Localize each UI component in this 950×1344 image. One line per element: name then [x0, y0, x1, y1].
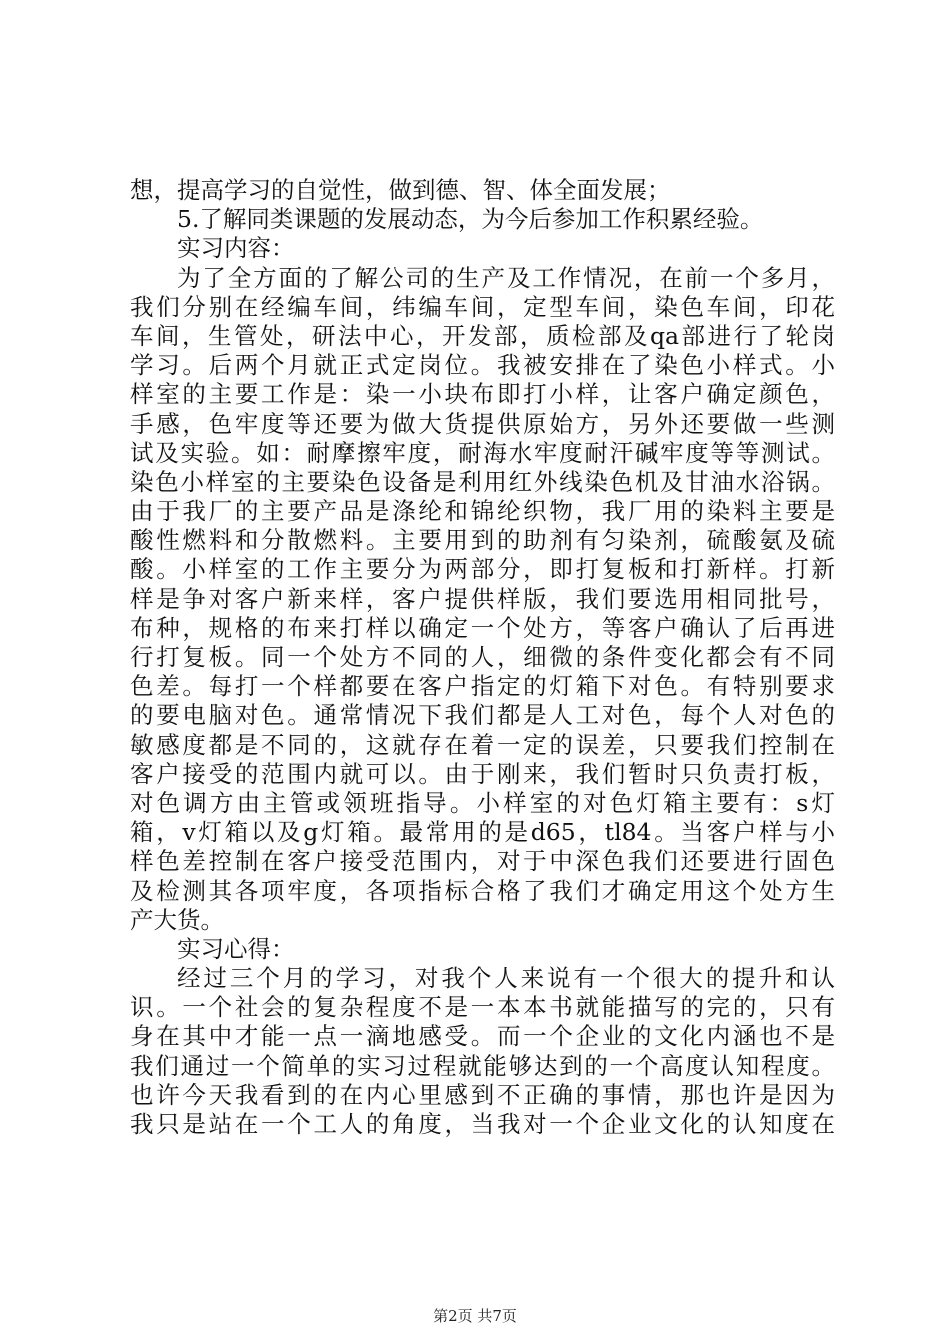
text-line: 识。一个社会的复杂程度不是一本本书就能描写的完的，只有	[130, 993, 835, 1022]
text-line: 实习心得：	[177, 934, 295, 963]
text-line: 我只是站在一个工人的角度，当我对一个企业文化的认知度在	[130, 1110, 835, 1138]
body-text	[130, 176, 835, 1139]
text-line: 我们通过一个简单的实习过程就能够达到的一个高度认知程度。	[130, 1051, 835, 1080]
text-line: 行打复板。同一个处方不同的人，细微的条件变化都会有不同	[130, 643, 835, 671]
text-line: 想，提高学习的自觉性，做到德、智、体全面发展；	[130, 176, 671, 204]
text-line: 染色小样室的主要染色设备是利用红外线染色机及甘油水浴锅。	[130, 467, 835, 496]
text-line: 客户接受的范围内就可以。由于刚来，我们暂时只负责打板，	[130, 759, 835, 788]
text-line: 实习内容：	[177, 234, 295, 263]
text-line: 手感，色牢度等还要为做大货提供原始方，另外还要做一些测	[130, 409, 835, 438]
text-line: 的要电脑对色。通常情况下我们都是人工对色，每个人对色的	[130, 701, 835, 730]
text-line: 学习。后两个月就正式定岗位。我被安排在了染色小样式。小	[130, 351, 835, 380]
text-line: 我们分别在经编车间，纬编车间，定型车间，染色车间，印花	[130, 292, 835, 321]
text-line: 对色调方由主管或领班指导。小样室的对色灯箱主要有：s灯	[130, 788, 835, 817]
text-line: 为了全方面的了解公司的生产及工作情况，在前一个多月，	[177, 263, 835, 292]
text-line: 样室的主要工作是：染一小块布即打小样，让客户确定颜色，	[130, 380, 835, 409]
text-line: 样色差控制在客户接受范围内，对于中深色我们还要进行固色	[130, 847, 835, 876]
text-line: 色差。每打一个样都要在客户指定的灯箱下对色。有特别要求	[130, 672, 835, 701]
text-line: 身在其中才能一点一滴地感受。而一个企业的文化内涵也不是	[130, 1022, 835, 1051]
text-line: 样是争对客户新来样，客户提供样版，我们要选用相同批号，	[130, 584, 835, 613]
text-line: 车间，生管处，研法中心，开发部，质检部及qa部进行了轮岗	[130, 321, 835, 350]
text-line: 敏感度都是不同的，这就存在着一定的误差，只要我们控制在	[130, 730, 835, 759]
text-line: 布种，规格的布来打样以确定一个处方，等客户确认了后再进	[130, 613, 835, 642]
text-line: 及检测其各项牢度，各项指标合格了我们才确定用这个处方生	[130, 876, 835, 905]
text-line: 也许今天我看到的在内心里感到不正确的事情，那也许是因为	[130, 1080, 835, 1109]
text-line: 5.了解同类课题的发展动态，为今后参加工作积累经验。	[177, 205, 764, 234]
text-line: 由于我厂的主要产品是涤纶和锦纶织物，我厂用的染料主要是	[130, 497, 835, 526]
text-line: 试及实验。如：耐摩擦牢度，耐海水牢度耐汗碱牢度等等测试。	[130, 438, 835, 467]
text-line: 经过三个月的学习，对我个人来说有一个很大的提升和认	[177, 964, 835, 993]
text-line: 酸。小样室的工作主要分为两部分，即打复板和打新样。打新	[130, 555, 835, 584]
text-line: 产大货。	[130, 905, 224, 934]
text-line: 酸性燃料和分散燃料。主要用到的助剂有匀染剂，硫酸氨及硫	[130, 526, 835, 555]
text-line: 箱，v灯箱以及g灯箱。最常用的是d65，tl84。当客户样与小	[130, 818, 835, 847]
page-footer: 第2页 共7页	[433, 1307, 517, 1325]
